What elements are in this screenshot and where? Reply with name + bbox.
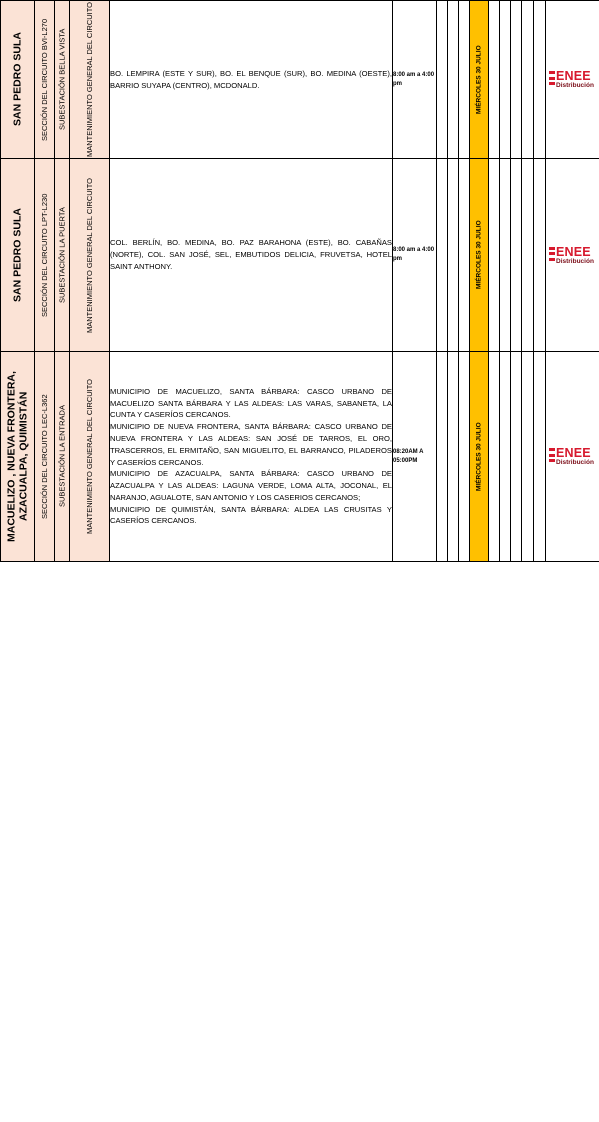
outage-day: MIÉRCOLES 30 JULIO xyxy=(470,1,488,158)
empty-cell xyxy=(489,159,500,352)
enee-logo-icon xyxy=(549,247,555,261)
schedule-row xyxy=(1,352,599,562)
outage-time: 8:00 am a 4:00 pm xyxy=(393,1,437,159)
empty-cell xyxy=(500,1,511,159)
affected-area-paragraph: COL. BERLÍN, BO. MEDINA, BO. PAZ BARAHONA (ESTE), BO. CABAÑAS (NORTE), COL. SAN JOSÉ, SEL, EMBUTIDOS DELICIA, FRUVETSA, HOTEL SAINT ANTHONY. xyxy=(110,237,392,272)
affected-areas xyxy=(110,352,393,562)
logo-subtitle: Distribución xyxy=(556,82,594,89)
enee-logo xyxy=(546,246,599,265)
empty-cell xyxy=(522,352,534,562)
empty-cell xyxy=(511,352,522,562)
affected-areas xyxy=(110,159,393,352)
empty-cell xyxy=(500,159,511,352)
city-name: SAN PEDRO SULA xyxy=(1,159,34,351)
empty-cell xyxy=(534,352,546,562)
empty-cell xyxy=(511,1,522,159)
empty-cell xyxy=(534,159,546,352)
empty-cell xyxy=(459,352,470,562)
day-cell xyxy=(470,352,489,562)
city-name: SAN PEDRO SULA xyxy=(1,1,34,158)
substation-cell xyxy=(55,159,70,352)
logo-name: ENEE xyxy=(556,70,594,82)
outage-day: MIÉRCOLES 30 JULIO xyxy=(470,352,488,561)
enee-logo xyxy=(546,447,599,466)
work-type: MANTENIMIENTO GENERAL DEL CIRCUITO xyxy=(70,352,109,561)
enee-logo xyxy=(546,70,599,89)
empty-cell xyxy=(437,352,448,562)
work-type: MANTENIMIENTO GENERAL DEL CIRCUITO xyxy=(70,1,109,158)
affected-area-paragraph: MUNICIPIO DE NUEVA FRONTERA, SANTA BÁRBARA: CASCO URBANO DE NUEVA FRONTERA Y LAS ALDEAS: SAN JOSÉ DE TARROS, EL ORO, TRASCERROS, EL ERMITAÑO, SAN MIGUELITO, EL BARRANCO, PILADEROS Y CASERÍOS CERCANOS. xyxy=(110,421,392,468)
schedule-row xyxy=(1,159,599,352)
empty-cell xyxy=(511,159,522,352)
empty-cell xyxy=(437,1,448,159)
substation-name: SUBESTACIÓN BELLA VISTA xyxy=(55,1,69,158)
substation-cell xyxy=(55,1,70,159)
empty-cell xyxy=(522,159,534,352)
schedule-row xyxy=(1,1,599,159)
outage-day: MIÉRCOLES 30 JULIO xyxy=(470,159,488,351)
work-cell xyxy=(70,1,110,159)
empty-cell xyxy=(437,159,448,352)
outage-time: 08:20AM A 05:00PM xyxy=(393,352,437,562)
section-cell xyxy=(35,159,55,352)
affected-area-paragraph: BO. LEMPIRA (ESTE Y SUR), BO. EL BENQUE (SUR), BO. MEDINA (OESTE), BARRIO SUYAPA (CENTRO), MCDONALD. xyxy=(110,68,392,92)
empty-cell xyxy=(448,1,459,159)
work-cell xyxy=(70,352,110,562)
substation-name: SUBESTACIÓN LA PUERTA xyxy=(55,159,69,351)
work-cell xyxy=(70,159,110,352)
empty-cell xyxy=(459,1,470,159)
empty-cell xyxy=(489,352,500,562)
substation-name: SUBESTACIÓN LA ENTRADA xyxy=(55,352,69,561)
circuit-section: SECCIÓN DEL CIRCUITO LEC-L362 xyxy=(35,352,54,561)
city-cell xyxy=(1,352,35,562)
outage-time: 8:00 am a 4:00 pm xyxy=(393,159,437,352)
logo-name: ENEE xyxy=(556,246,594,258)
logo-cell xyxy=(546,352,599,562)
empty-cell xyxy=(500,352,511,562)
section-cell xyxy=(35,1,55,159)
substation-cell xyxy=(55,352,70,562)
empty-cell xyxy=(448,159,459,352)
section-cell xyxy=(35,352,55,562)
day-cell xyxy=(470,159,489,352)
empty-cell xyxy=(489,1,500,159)
city-cell xyxy=(1,159,35,352)
logo-cell xyxy=(546,1,599,159)
affected-area-paragraph: MUNICIPIO DE AZACUALPA, SANTA BÁRBARA: CASCO URBANO DE AZACUALPA Y LAS ALDEAS: LAGUNA VERDE, LOMA ALTA, JOCONAL, EL NARANJO, AGUALOTE, SAN ANTONIO Y LOS CASERIOS CERCANOS; xyxy=(110,468,392,503)
enee-logo-icon xyxy=(549,71,555,85)
logo-name: ENEE xyxy=(556,447,594,459)
empty-cell xyxy=(459,159,470,352)
logo-subtitle: Distribución xyxy=(556,258,594,265)
logo-cell xyxy=(546,159,599,352)
city-name: MACUELIZO , NUEVA FRONTERA, AZACUALPA, QUIMISTÁN xyxy=(1,352,34,561)
circuit-section: SECCIÓN DEL CIRCUITO BVI-L270 xyxy=(35,1,54,158)
circuit-section: SECCIÓN DEL CIRCUITO LPT-L230 xyxy=(35,159,54,351)
city-cell xyxy=(1,1,35,159)
day-cell xyxy=(470,1,489,159)
affected-area-paragraph: MUNICIPIO DE MACUELIZO, SANTA BÁRBARA: CASCO URBANO DE MACUELIZO SANTA BÁRBARA Y LAS ALDEAS: LAS VARAS, SABANETA, LA CUNTA Y CASERÍOS CERCANOS. xyxy=(110,386,392,421)
empty-cell xyxy=(522,1,534,159)
logo-subtitle: Distribución xyxy=(556,459,594,466)
work-type: MANTENIMIENTO GENERAL DEL CIRCUITO xyxy=(70,159,109,351)
empty-cell xyxy=(448,352,459,562)
empty-cell xyxy=(534,1,546,159)
enee-logo-icon xyxy=(549,448,555,462)
affected-areas xyxy=(110,1,393,159)
affected-area-paragraph: MUNICIPIO DE QUIMISTÁN, SANTA BÁRBARA: ALDEA LAS CRUSITAS Y CASERÍOS CERCANOS. xyxy=(110,504,392,528)
